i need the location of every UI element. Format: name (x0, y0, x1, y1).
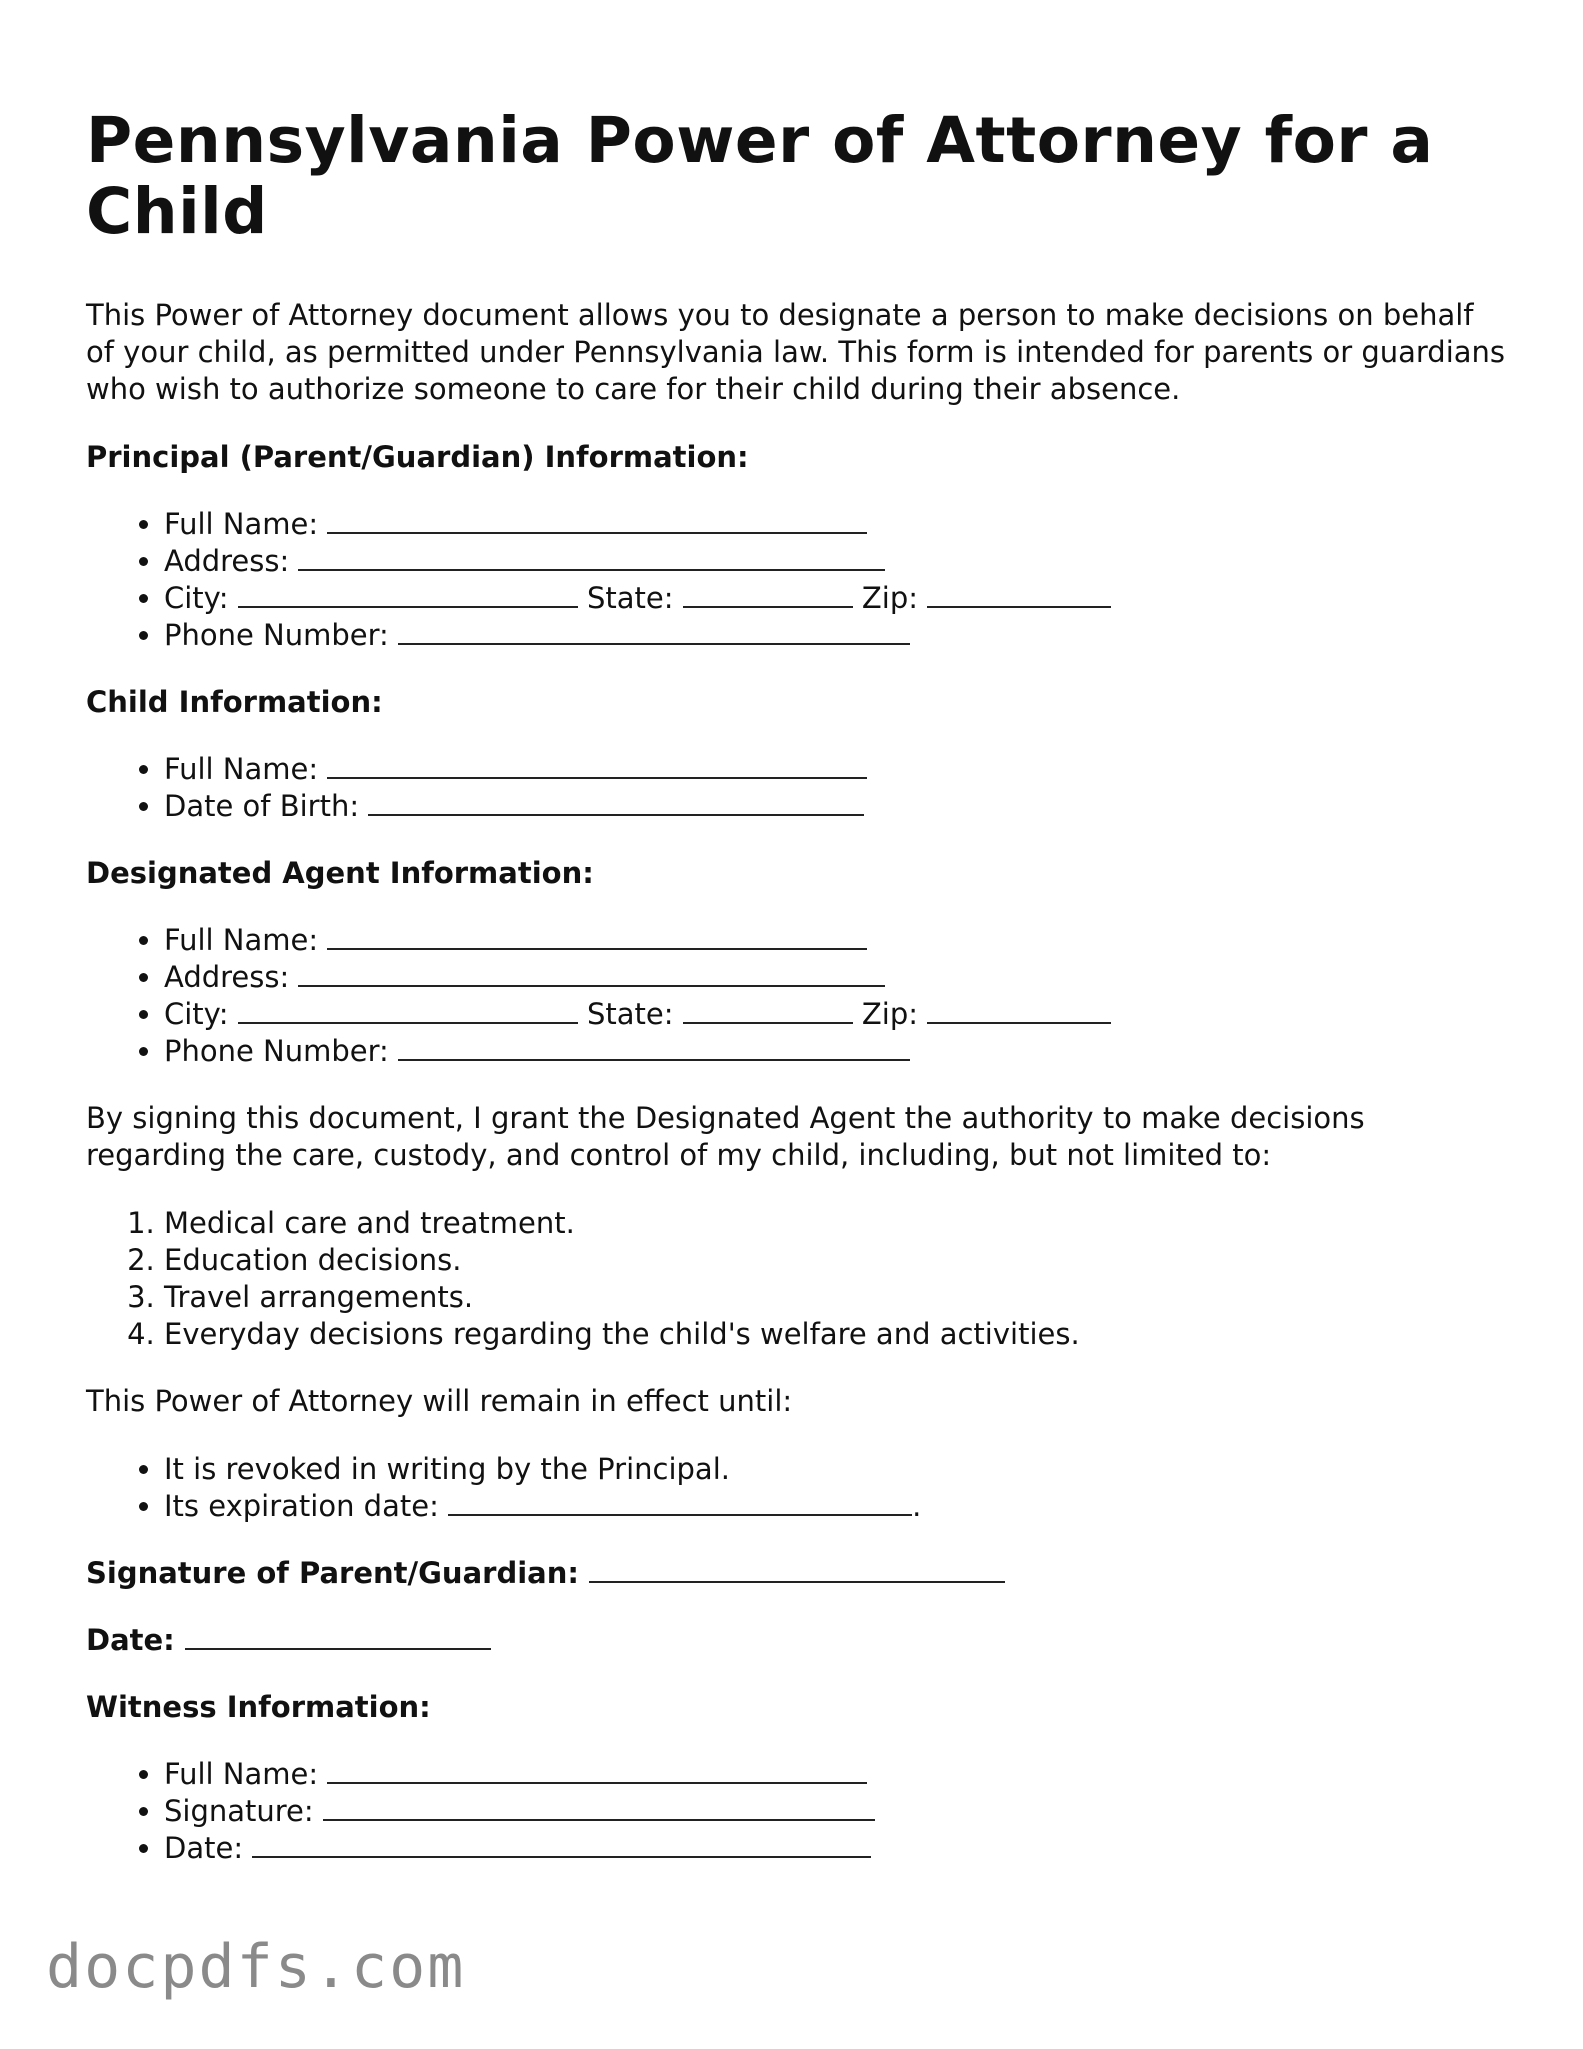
effect-paragraph: This Power of Attorney will remain in effect until: (86, 1384, 793, 1418)
date-field[interactable] (185, 1624, 491, 1650)
effect-expiration-item (164, 1488, 1506, 1525)
agent-address-label: Address: (164, 960, 290, 994)
power-item: 3. Travel arrangements. (164, 1279, 1506, 1316)
agent-phone-field[interactable] (398, 1035, 910, 1061)
power-item: 2. Education decisions. (164, 1242, 1506, 1279)
child-heading: Child Information: (86, 685, 383, 719)
signature-label: Signature of Parent/Guardian: (86, 1556, 579, 1590)
power-item: 1. Medical care and treatment. (164, 1205, 1506, 1242)
principal-fields (86, 506, 1506, 654)
intro-paragraph: This Power of Attorney document allows you to designate a person to make decisions on behalf of your child, as permitted under Pennsylvania law. This form is intended for parents or guardians who wish to authorize someone to care for their child during their absence. (86, 298, 1506, 406)
principal-address-item (164, 543, 1506, 580)
principal-phone-label: Phone Number: (164, 618, 389, 652)
witness-date-label: Date: (164, 1831, 244, 1865)
agent-phone-item (164, 1033, 1506, 1070)
child-dob-field[interactable] (368, 790, 864, 816)
power-item: 4. Everyday decisions regarding the child's welfare and activities. (164, 1316, 1506, 1353)
agent-zip-field[interactable] (927, 998, 1111, 1024)
child-fields (86, 751, 1506, 825)
child-dob-label: Date of Birth: (164, 789, 360, 823)
principal-full-name-field[interactable] (327, 508, 867, 534)
agent-city-field[interactable] (238, 998, 578, 1024)
child-dob-item (164, 788, 1506, 825)
witness-signature-label: Signature: (164, 1794, 314, 1828)
agent-address-item (164, 959, 1506, 996)
signature-field[interactable] (589, 1557, 1005, 1583)
effect-list (86, 1451, 1506, 1525)
agent-city-label: City: (164, 997, 229, 1031)
agent-state-field[interactable] (683, 998, 853, 1024)
principal-full-name-label: Full Name: (164, 507, 319, 541)
witness-heading: Witness Information: (86, 1690, 431, 1724)
date-line (86, 1622, 1506, 1659)
agent-fields (86, 922, 1506, 1070)
principal-state-label: State: (586, 581, 674, 615)
principal-full-name-item (164, 506, 1506, 543)
witness-fields (86, 1756, 1506, 1867)
principal-city-field[interactable] (238, 582, 578, 608)
agent-full-name-item (164, 922, 1506, 959)
agent-heading: Designated Agent Information: (86, 856, 594, 890)
document-page (86, 105, 1506, 1897)
agent-phone-label: Phone Number: (164, 1034, 389, 1068)
child-full-name-item (164, 751, 1506, 788)
expiration-period: . (912, 1489, 922, 1523)
agent-city-item (164, 996, 1506, 1033)
agent-full-name-label: Full Name: (164, 923, 319, 957)
child-full-name-field[interactable] (327, 753, 867, 779)
expiration-label: Its expiration date: (164, 1489, 439, 1523)
witness-signature-item (164, 1793, 1506, 1830)
principal-heading: Principal (Parent/Guardian) Information: (86, 440, 749, 474)
witness-full-name-label: Full Name: (164, 1757, 319, 1791)
effect-revoked-item: • It is revoked in writing by the Principal. (164, 1451, 1506, 1488)
principal-address-label: Address: (164, 544, 290, 578)
witness-full-name-field[interactable] (327, 1758, 867, 1784)
witness-full-name-item (164, 1756, 1506, 1793)
principal-phone-item (164, 617, 1506, 654)
witness-date-field[interactable] (252, 1832, 871, 1858)
principal-zip-field[interactable] (927, 582, 1111, 608)
principal-address-field[interactable] (298, 545, 885, 571)
agent-address-field[interactable] (298, 961, 885, 987)
document-title: Pennsylvania Power of Attorney for a Child (86, 104, 1434, 248)
date-label: Date: (86, 1623, 175, 1657)
principal-state-field[interactable] (683, 582, 853, 608)
agent-state-label: State: (586, 997, 674, 1031)
witness-date-item (164, 1830, 1506, 1867)
child-full-name-label: Full Name: (164, 752, 319, 786)
principal-city-label: City: (164, 581, 229, 615)
principal-phone-field[interactable] (398, 619, 910, 645)
principal-city-item (164, 580, 1506, 617)
agent-zip-label: Zip: (861, 997, 919, 1031)
watermark-text: docpdfs.com (46, 1932, 466, 2002)
expiration-date-field[interactable] (448, 1490, 912, 1516)
agent-full-name-field[interactable] (327, 924, 867, 950)
powers-list (86, 1205, 1506, 1353)
principal-zip-label: Zip: (861, 581, 919, 615)
witness-signature-field[interactable] (323, 1795, 875, 1821)
authority-paragraph: By signing this document, I grant the Designated Agent the authority to make decisions regarding the care, custody, and control of my child, including, but not limited to: (86, 1101, 1365, 1172)
signature-line (86, 1555, 1506, 1592)
